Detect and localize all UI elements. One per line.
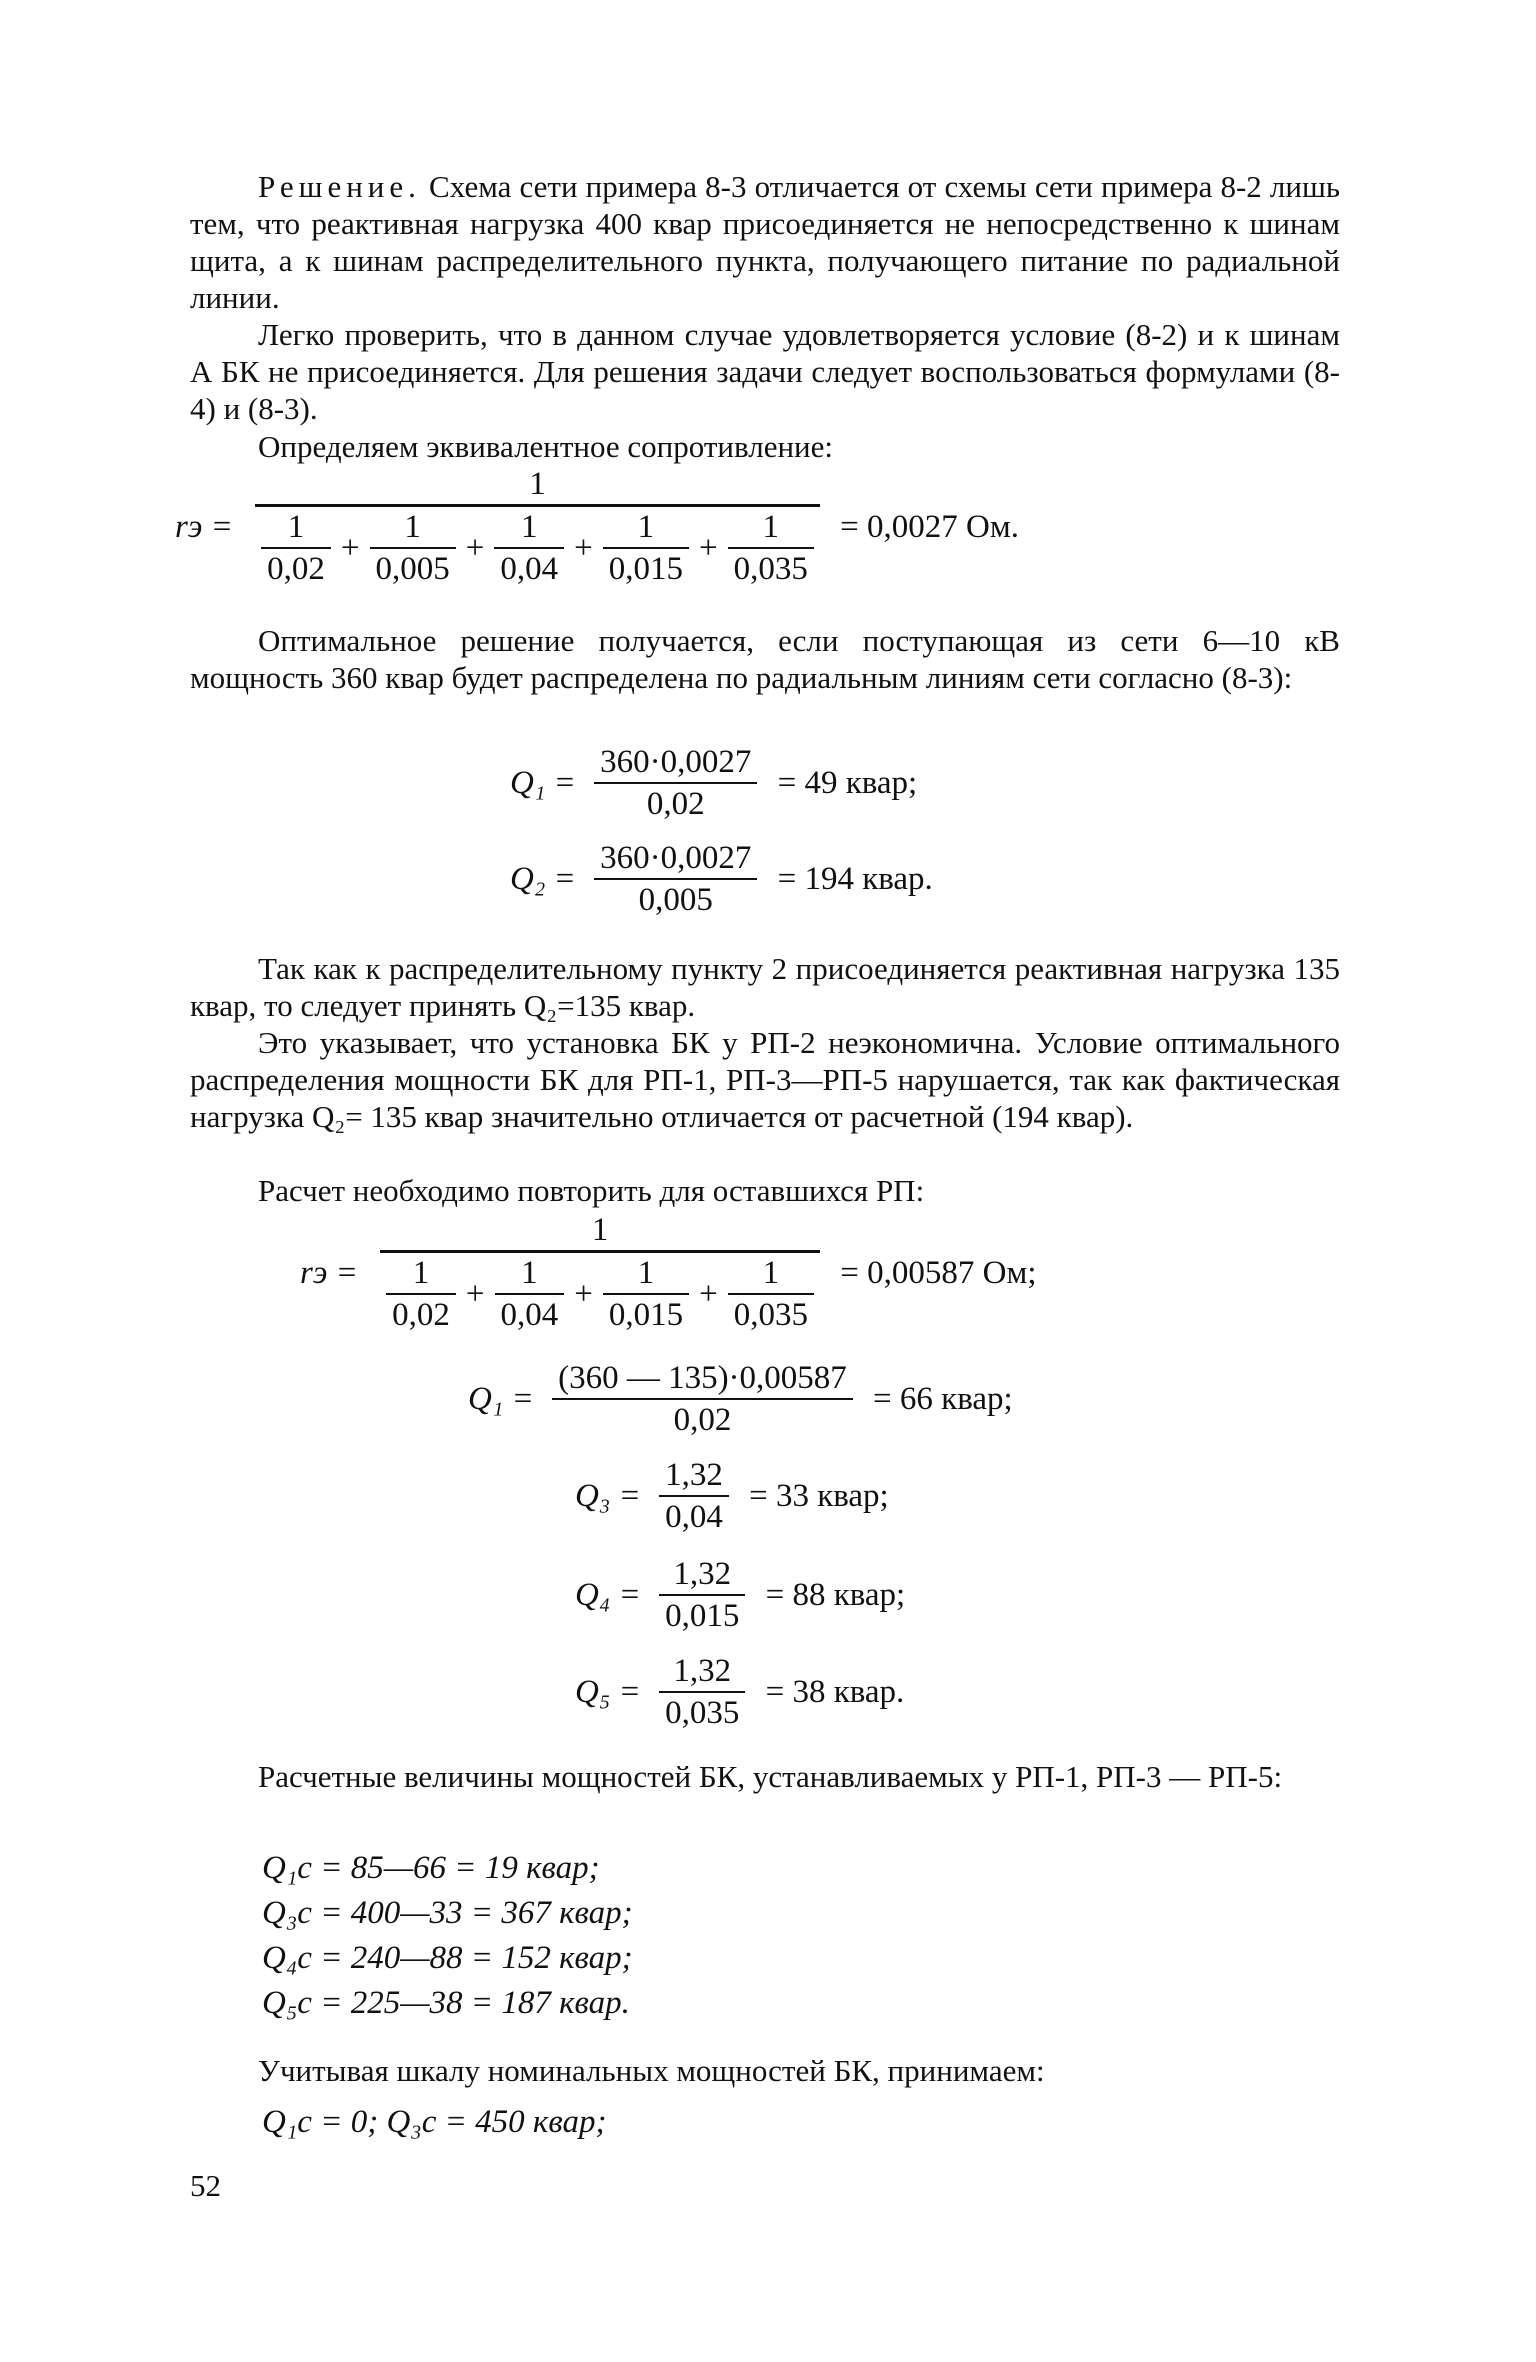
eq1-lhs: rэ =: [175, 508, 233, 545]
plus-sign: +: [465, 1276, 485, 1312]
paragraph-solution: [190, 168, 1340, 316]
eq1-term: [603, 507, 689, 589]
plus-sign: +: [340, 530, 360, 566]
paragraph-equivalent: Определяем эквивалентное сопротивление:: [258, 429, 833, 464]
solution-text: Схема сети примера 8-3 отличается от схемы сети примера 8-2 лишь тем, что реактивная нагрузка 400 квар присоединяется не непосредственно к шинам щита, а к шинам распределительного пункта, получающего питание по радиальной линии.: [190, 169, 1340, 315]
eq4-q4-fraction: [659, 1554, 745, 1636]
qc-line-4: Q₄c = 240—88 = 152 квар;: [262, 1940, 633, 1976]
eq3-term-num: 1: [521, 1255, 538, 1291]
eq3-term-den: 0,015: [603, 1293, 689, 1335]
eq3-term-den: 0,02: [386, 1293, 456, 1335]
eq4-q4-num: 1,32: [673, 1556, 732, 1592]
plus-sign: +: [699, 530, 718, 566]
eq1-term-num: 1: [287, 509, 305, 545]
eq3-numerator: 1: [591, 1212, 609, 1248]
paragraph-accepting: Учитывая шкалу номинальных мощностей БК, принимаем:: [258, 2053, 1045, 2088]
plus-sign: +: [574, 530, 593, 566]
eq3-denominator: [380, 1250, 820, 1335]
eq3-term: [603, 1253, 689, 1335]
qc-line-1: Q₁c = 85—66 = 19 квар;: [262, 1850, 600, 1886]
eq2-q2-result: = 194 квар.: [777, 861, 933, 897]
eq3-term-den: 0,04: [495, 1293, 565, 1335]
eq4-q1-num: (360 — 135)·0,00587: [558, 1360, 847, 1396]
eq4-q5-num: 1,32: [673, 1653, 732, 1689]
eq1-term-den: 0,015: [603, 547, 689, 589]
eq3-term-den: 0,035: [728, 1293, 814, 1335]
equation-q3: [575, 1455, 889, 1537]
eq4-q3-result: = 33 квар;: [749, 1478, 889, 1514]
paragraph-check: Легко проверить, что в данном случае удовлетворяется условие (8-2) и к шинам А БК не присоединяется. Для решения задачи следует воспользоваться формулами (8-4) и (8-3).: [190, 317, 1340, 426]
eq2-q1-num: 360·0,0027: [600, 744, 752, 780]
eq3-term-num: 1: [412, 1255, 430, 1291]
plus-sign: +: [574, 1276, 593, 1312]
qc-line-3: Q₃c = 400—33 = 367 квар;: [262, 1895, 633, 1931]
paragraph-calculated: Расчетные величины мощностей БК, устанавливаемых у РП-1, РП-3 — РП-5:: [258, 1759, 1283, 1794]
equation-q1-recalc: [468, 1358, 1013, 1440]
plus-sign: +: [699, 1276, 718, 1312]
eq2-q1-lhs: Q₁ =: [510, 765, 576, 801]
eq4-q4-den: 0,015: [659, 1594, 745, 1636]
eq3-term: [386, 1253, 456, 1335]
eq1-term-den: 0,035: [728, 547, 814, 589]
equation-q5: [575, 1651, 904, 1733]
eq1-term-den: 0,04: [494, 547, 564, 589]
eq1-term: [728, 507, 814, 589]
solution-lead: Решение.: [258, 169, 421, 204]
eq2-q2-num: 360·0,0027: [600, 840, 752, 876]
eq2-q1-fraction: [594, 742, 757, 824]
eq3-term: [495, 1253, 565, 1335]
equation-equivalent-resistance-2: [300, 1210, 1037, 1335]
eq2-q2-den: 0,005: [594, 878, 757, 920]
eq4-q4-result: = 88 квар;: [765, 1577, 906, 1613]
eq1-fraction: [255, 464, 820, 589]
eq3-fraction: [380, 1210, 820, 1335]
eq4-q5-lhs: Q₅ =: [575, 1674, 641, 1710]
eq4-q1-fraction: [552, 1358, 853, 1440]
eq4-q5-fraction: [659, 1651, 745, 1733]
eq2-q1-result: = 49 квар;: [777, 765, 918, 801]
paragraph-uneconomic: Это указывает, что установка БК у РП-2 неэкономична. Условие оптимального распределения мощности БК для РП-1, РП-3—РП-5 нарушается, так как фактическая нагрузка Q₂= 135 квар значительно отличается от расчетной (194 квар).: [190, 1025, 1340, 1134]
final-line: Q₁c = 0; Q₃c = 450 квар;: [262, 2104, 607, 2140]
eq4-q3-den: 0,04: [659, 1495, 729, 1537]
equation-q4: [575, 1554, 905, 1636]
eq3-term-num: 1: [762, 1255, 780, 1291]
eq1-numerator: 1: [529, 466, 546, 502]
equation-q2: [510, 838, 933, 920]
eq4-q1-den: 0,02: [552, 1398, 853, 1440]
eq3-term-num: 1: [637, 1255, 655, 1291]
equation-q1: [510, 742, 917, 824]
plus-sign: +: [465, 530, 485, 566]
qc-line-5: Q₅c = 225—38 = 187 квар.: [262, 1985, 630, 2021]
eq2-q2-lhs: Q₂ =: [510, 861, 576, 897]
equation-equivalent-resistance: [175, 464, 1019, 589]
paragraph-optimal: Оптимальное решение получается, если поступающая из сети 6—10 кВ мощность 360 квар будет распределена по радиальным линиям сети согласно (8-3):: [190, 623, 1340, 695]
eq4-q3-lhs: Q₃ =: [575, 1478, 641, 1514]
eq2-q1-den: 0,02: [594, 782, 757, 824]
eq1-term-num: 1: [637, 509, 655, 545]
eq3-lhs: rэ =: [300, 1254, 358, 1291]
eq4-q5-result: = 38 квар.: [765, 1674, 905, 1710]
eq4-q1-lhs: Q₁ =: [468, 1381, 534, 1417]
eq1-result: = 0,0027 Ом.: [840, 508, 1019, 545]
eq1-denominator: [255, 504, 820, 589]
eq1-term: [494, 507, 564, 589]
eq1-term-num: 1: [762, 509, 780, 545]
eq3-result: = 0,00587 Ом;: [840, 1254, 1037, 1291]
eq4-q3-num: 1,32: [665, 1457, 723, 1493]
eq4-q4-lhs: Q₄ =: [575, 1577, 641, 1613]
eq1-term-num: 1: [404, 509, 421, 545]
eq4-q5-den: 0,035: [659, 1691, 745, 1733]
eq2-q2-fraction: [594, 838, 757, 920]
eq4-q1-result: = 66 квар;: [873, 1381, 1013, 1417]
eq3-term: [728, 1253, 814, 1335]
page-number: 52: [190, 2168, 221, 2203]
eq1-term-num: 1: [521, 509, 538, 545]
eq4-q3-fraction: [659, 1455, 729, 1537]
eq1-term: [261, 507, 331, 589]
paragraph-rp2: Так как к распределительному пункту 2 присоединяется реактивная нагрузка 135 квар, то следует принять Q₂=135 квар.: [190, 951, 1340, 1023]
eq1-term-den: 0,02: [261, 547, 331, 589]
paragraph-repeat: Расчет необходимо повторить для оставшихся РП:: [258, 1173, 925, 1208]
eq1-term: [370, 507, 456, 589]
eq1-term-den: 0,005: [370, 547, 456, 589]
